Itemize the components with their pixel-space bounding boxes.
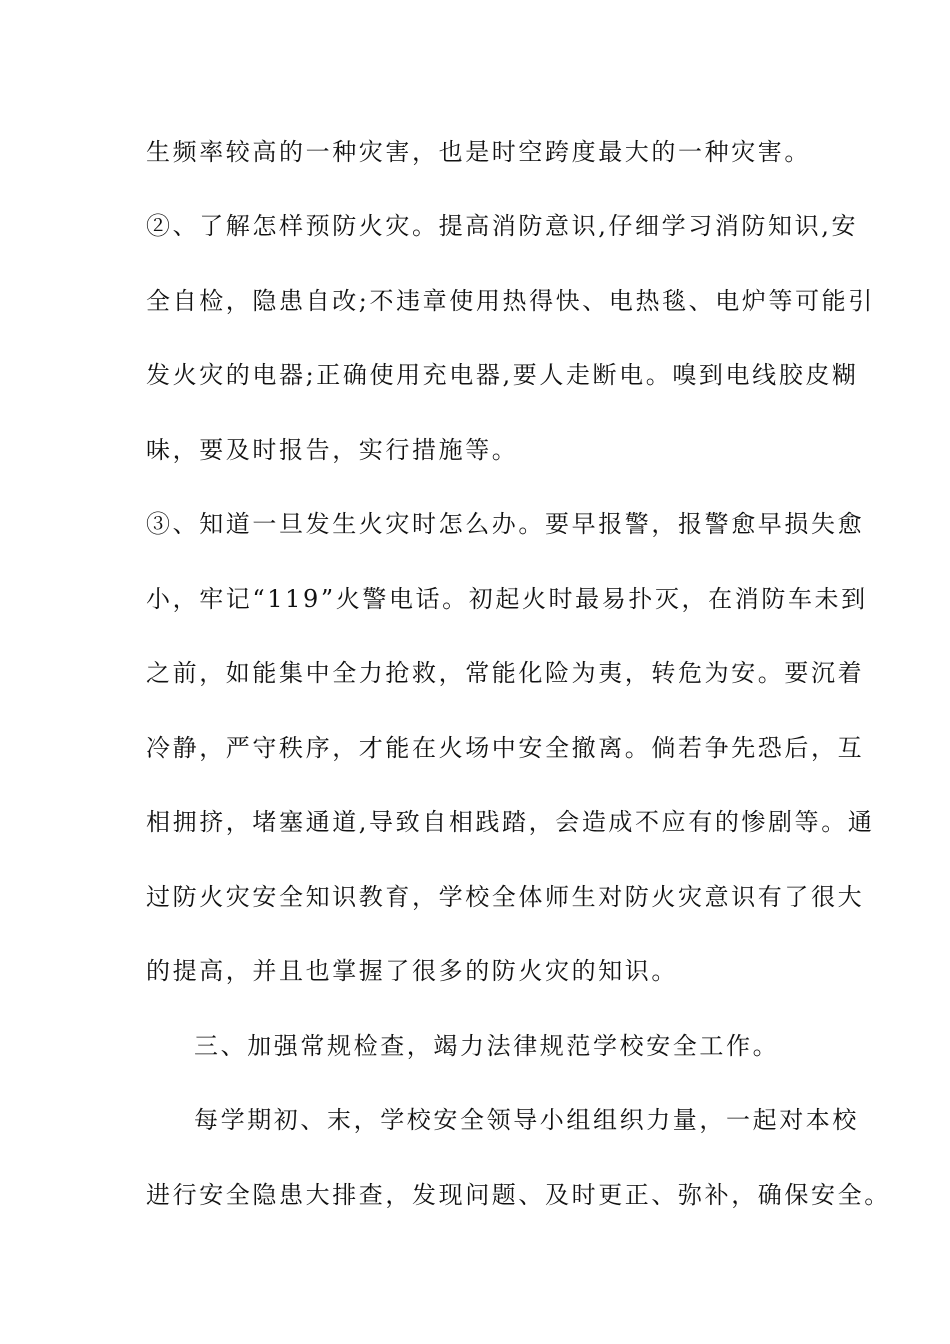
text-line-12: 的提高，并且也掌握了很多的防火灾的知识。 bbox=[146, 957, 678, 985]
text-line-6: ③、知道一旦发生火灾时怎么办。要早报警，报警愈早损失愈 bbox=[146, 510, 865, 538]
text-line-7: 小，牢记“119”火警电话。初起火时最易扑灭，在消防车未到 bbox=[146, 585, 868, 613]
text-line-3: 全自检，隐患自改;不违章使用热得快、电热毯、电炉等可能引 bbox=[146, 287, 875, 315]
text-line-10: 相拥挤，堵塞通道,导致自相践踏，会造成不应有的惨剧等。通 bbox=[146, 808, 875, 836]
text-line-5: 味，要及时报告，实行措施等。 bbox=[146, 436, 519, 464]
text-line-8: 之前，如能集中全力抢救，常能化险为夷，转危为安。要沉着 bbox=[146, 659, 865, 687]
text-line-4: 发火灾的电器;正确使用充电器,要人走断电。嗅到电线胶皮糊 bbox=[146, 361, 859, 389]
text-line-1: 生频率较高的一种灾害，也是时空跨度最大的一种灾害。 bbox=[146, 138, 811, 166]
text-line-11: 过防火灾安全知识教育，学校全体师生对防火灾意识有了很大 bbox=[146, 883, 865, 911]
text-line-2: ②、了解怎样预防火灾。提高消防意识,仔细学习消防知识,安 bbox=[146, 212, 859, 240]
text-line-9: 冷静，严守秩序，才能在火场中安全撤离。倘若争先恐后，互 bbox=[146, 734, 865, 762]
section-heading: 三、加强常规检查，竭力法律规范学校安全工作。 bbox=[194, 1032, 780, 1060]
text-line-14: 每学期初、末，学校安全领导小组组织力量，一起对本校 bbox=[194, 1106, 859, 1134]
text-line-15: 进行安全隐患大排查，发现问题、及时更正、弥补，确保安全。 bbox=[146, 1181, 891, 1209]
